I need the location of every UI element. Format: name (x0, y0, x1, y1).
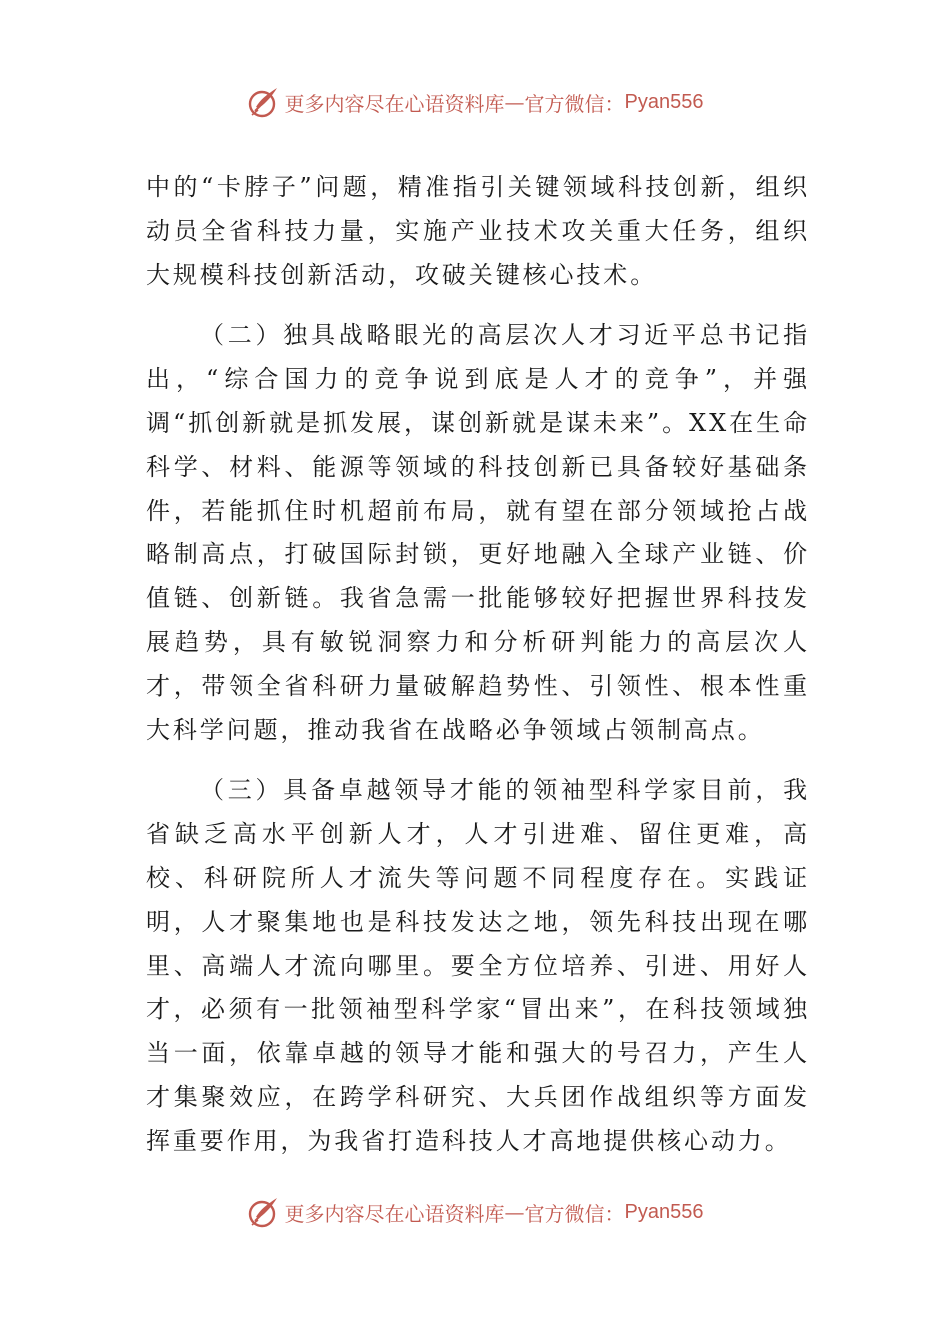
footer-separator: — (504, 1200, 525, 1224)
footer-banner (0, 1192, 950, 1232)
paragraph-continuation: 中的“卡脖子”问题，精准指引关键领域科技创新，组织动员全省科技力量，实施产业技术攻关重大任务，组织大规模科技创新活动，攻破关键核心技术。 (146, 173, 810, 289)
header-banner (0, 82, 950, 122)
quill-logo-icon (247, 85, 281, 119)
footer-wechat-label: 官方微信： (524, 1201, 625, 1226)
footer-wechat-id: Pyan556 (624, 1200, 704, 1223)
header-wechat-id: Pyan556 (624, 90, 704, 113)
quill-logo-icon (247, 1195, 281, 1229)
header-wechat-label: 官方微信： (524, 91, 625, 116)
paragraph-section-2: （二）独具战略眼光的高层次人才习近平总书记指出，“综合国力的竞争说到底是人才的竞争”，并强调“抓创新就是抓发展，谋创新就是谋未来”。XX在生命科学、材料、能源等领域的科技创新已具备较好基础条件，若能抓住时机超前布局，就有望在部分领域抢占战略制高点，打破国际封锁，更好地融入全球产业链、价值链、创新链。我省急需一批能够较好把握世界科技发展趋势，具有敏锐洞察力和分析研判能力的高层次人才，带领全省科研力量破解趋势性、引领性、根本性重大科学问题，推动我省在战略必争领域占领制高点。 (146, 321, 810, 744)
paragraph-section-3: （三）具备卓越领导才能的领袖型科学家目前，我省缺乏高水平创新人才，人才引进难、留住更难，高校、科研院所人才流失等问题不同程度存在。实践证明，人才聚集地也是科技发达之地，领先科技出现在哪里、高端人才流向哪里。要全方位培养、引进、用好人才，必须有一批领袖型科学家“冒出来”，在科技领域独当一面，依靠卓越的领导才能和强大的号召力，产生人才集聚效应，在跨学科研究、大兵团作战组织等方面发挥重要作用，为我省打造科技人才高地提供核心动力。 (146, 776, 810, 1155)
header-site-text: 更多内容尽在心语资料库 (284, 91, 505, 116)
document-body (146, 166, 810, 1164)
footer-site-text: 更多内容尽在心语资料库 (284, 1201, 505, 1226)
header-separator: — (504, 90, 525, 114)
